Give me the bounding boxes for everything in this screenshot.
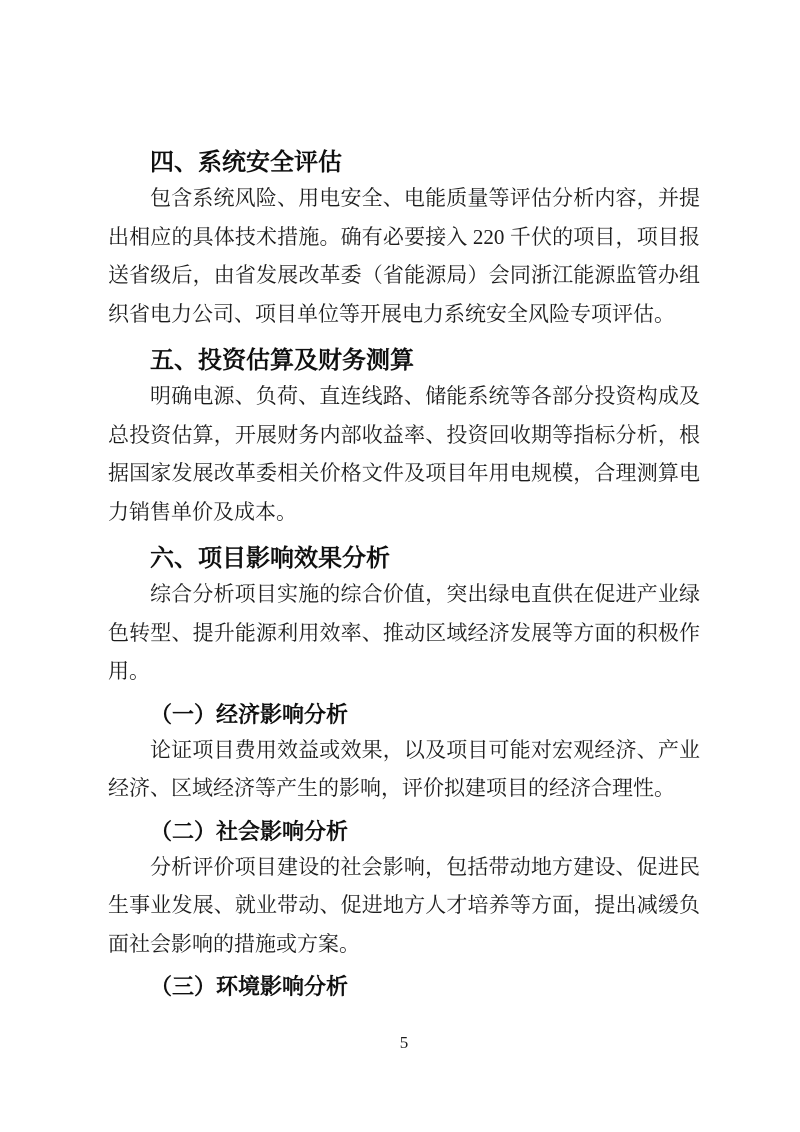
paragraph-line: 论证项目费用效益或效果，以及项目可能对宏观经济、产业 — [150, 737, 700, 762]
paragraph-line: 出相应的具体技术措施。确有必要接入 220 千伏的项目，项目报 — [108, 224, 700, 249]
paragraph-line: 送省级后，由省发展改革委（省能源局）会同浙江能源监管办组 — [108, 263, 700, 287]
paragraph-line: 力销售单价及成本。 — [108, 499, 297, 524]
paragraph-line: 明确电源、负荷、直连线路、储能系统等各部分投资构成及 — [150, 384, 700, 408]
paragraph-line: 包含系统风险、用电安全、电能质量等评估分析内容，并提 — [150, 186, 700, 210]
page-number: 5 — [399, 1033, 409, 1052]
subheading-environmental-impact-analysis: （三）环境影响分析 — [150, 974, 349, 999]
paragraph-line: 据国家发展改革委相关价格文件及项目年用电规模，合理测算电 — [108, 461, 700, 485]
subheading-social-impact-analysis: （二）社会影响分析 — [150, 818, 349, 844]
paragraph-line: 综合分析项目实施的综合价值，突出绿电直供在促进产业绿 — [150, 582, 700, 606]
paragraph-line: 织省电力公司、项目单位等开展电力系统安全风险专项评估。 — [108, 301, 675, 326]
paragraph-line: 色转型、提升能源利用效率、推动区域经济发展等方面的积极作 — [108, 620, 700, 645]
heading-system-safety-assessment: 四、系统安全评估 — [150, 149, 342, 176]
subheading-economic-impact-analysis: （一）经济影响分析 — [150, 701, 349, 727]
paragraph-line: 用。 — [108, 659, 150, 683]
paragraph-line: 经济、区域经济等产生的影响，评价拟建项目的经济合理性。 — [108, 776, 675, 800]
document-body — [108, 147, 700, 1003]
paragraph-line: 面社会影响的措施或方案。 — [108, 931, 360, 956]
heading-project-impact-effect-analysis: 六、项目影响效果分析 — [150, 545, 390, 572]
heading-investment-estimate-financial-calculation: 五、投资估算及财务测算 — [150, 347, 414, 374]
paragraph-line: 分析评价项目建设的社会影响，包括带动地方建设、促进民 — [150, 854, 700, 879]
paragraph-line: 生事业发展、就业带动、促进地方人才培养等方面，提出减缓负 — [108, 893, 700, 917]
paragraph-line: 总投资估算，开展财务内部收益率、投资回收期等指标分析，根 — [108, 422, 700, 447]
